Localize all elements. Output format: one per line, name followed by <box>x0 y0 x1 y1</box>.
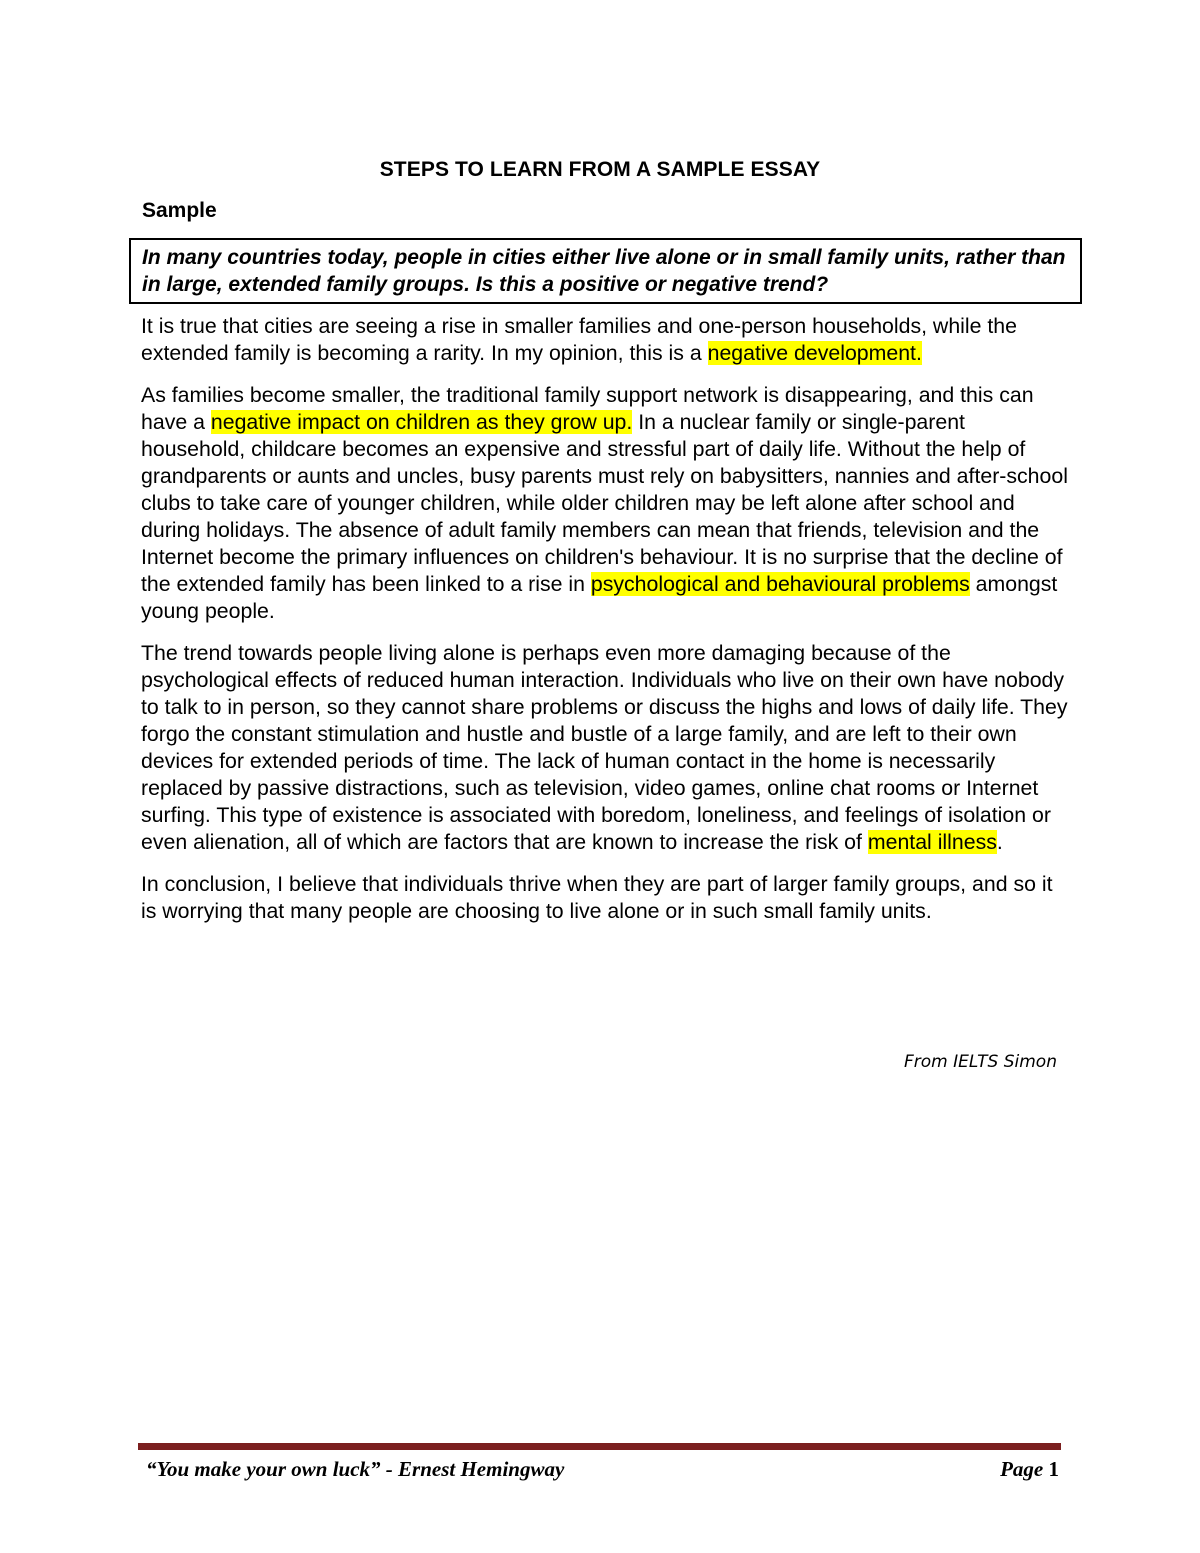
document-title: STEPS TO LEARN FROM A SAMPLE ESSAY <box>379 158 821 181</box>
page-number <box>1000 1457 1059 1482</box>
highlighted-text: psychological and behavioural problems <box>590 572 970 596</box>
highlighted-text: negative impact on children as they grow up. <box>210 410 633 434</box>
essay-paragraph-4 <box>141 871 1071 925</box>
text-segment: amongst young people. <box>141 572 1058 623</box>
page-number-value: 1 <box>1048 1457 1059 1481</box>
page-label: Page <box>1000 1457 1044 1481</box>
essay-prompt-text: In many countries today, people in cities either live alone or in small family units, rather than in large, extended family groups. Is this a positive or negative trend? <box>142 246 1066 296</box>
essay-paragraph-3 <box>141 640 1071 856</box>
text-segment: In a nuclear family or single-parent household, childcare becomes an expensive and stressful part of daily life. Without the help of grandparents or aunts and uncles, busy parents must rely on babysitters, nannies and after-school clubs to take care of younger children, while older children may be left alone after school and during holidays. The absence of adult family members can mean that friends, television and the Internet become the primary influences on children's behaviour. It is no surprise that the decline of the extended family has been linked to a rise in <box>141 410 1068 596</box>
source-attribution: From IELTS Simon <box>903 1052 1057 1072</box>
essay-body <box>141 313 1071 940</box>
text-segment: As families become smaller, the traditional family support network is disappearing, and this can have a <box>141 383 1034 434</box>
text-segment: In conclusion, I believe that individuals thrive when they are part of larger family groups, and so it is worrying that many people are choosing to live alone or in such small family units. <box>141 872 1053 923</box>
footer-quote: “You make your own luck” - Ernest Hemingway <box>146 1457 565 1481</box>
highlighted-text: negative development. <box>707 341 922 365</box>
essay-paragraph-1 <box>141 313 1071 367</box>
highlighted-text: mental illness <box>867 830 997 854</box>
section-label: Sample <box>142 199 217 222</box>
text-segment: . <box>996 830 1003 854</box>
text-segment: It is true that cities are seeing a rise in smaller families and one-person households, while the extended family is becoming a rarity. In my opinion, this is a <box>141 314 1017 365</box>
essay-paragraph-2 <box>141 382 1071 625</box>
footer-divider <box>138 1443 1061 1450</box>
text-segment: The trend towards people living alone is perhaps even more damaging because of the psychological effects of reduced human interaction. Individuals who live on their own have nobody to talk to in person, so they cannot share problems or discuss the highs and lows of daily life. They forgo the constant stimulation and hustle and bustle of a large family, and are left to their own devices for extended periods of time. The lack of human contact in the home is necessarily replaced by passive distractions, such as television, video games, online chat rooms or Internet surfing. This type of existence is associated with boredom, loneliness, and feelings of isolation or even alienation, all of which are factors that are known to increase the risk of <box>141 641 1068 854</box>
essay-prompt-box <box>129 238 1082 304</box>
